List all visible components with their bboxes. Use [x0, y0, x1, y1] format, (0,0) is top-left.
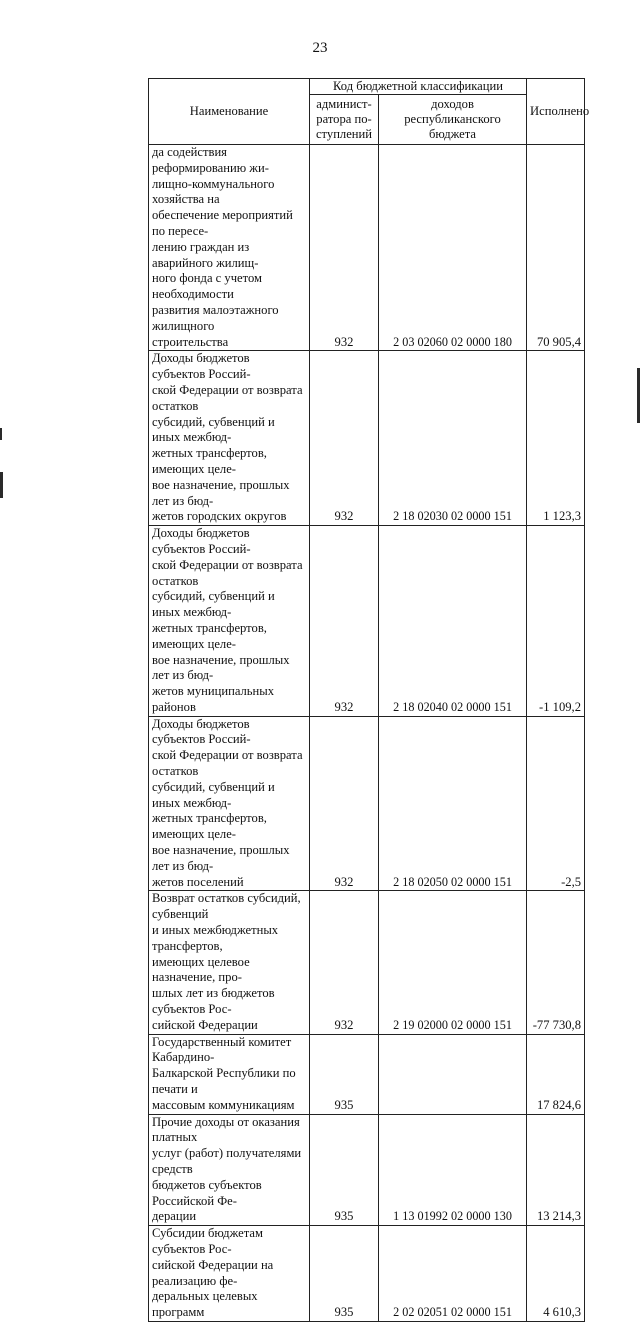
row-income-code: 2 02 02051 02 0000 151 — [379, 1226, 527, 1322]
header-name: Наименование — [149, 79, 310, 145]
table-row — [149, 1114, 585, 1226]
row-executed: 17 824,6 — [527, 1034, 585, 1114]
row-income-code: 2 03 02060 02 0000 180 — [379, 145, 527, 351]
header-income-line: республиканского — [404, 112, 501, 126]
row-name-line: Балкарской Республики по печати и — [152, 1066, 296, 1097]
header-income — [379, 95, 527, 145]
row-name — [149, 1034, 310, 1114]
row-name-line: Доходы бюджетов субъектов Россий- — [152, 716, 251, 747]
row-executed: 4 610,3 — [527, 1226, 585, 1322]
row-name-line: лищно-коммунального хозяйства на — [152, 176, 275, 207]
row-name-line: да содействия реформированию жи- — [152, 145, 269, 175]
row-name — [149, 351, 310, 526]
table-row — [149, 891, 585, 1034]
row-income-code — [379, 1034, 527, 1114]
row-name-line: вое назначение, прошлых лет из бюд- — [152, 652, 290, 683]
row-name — [149, 1114, 310, 1226]
row-name-line: строительства — [152, 334, 229, 349]
row-name-line: субсидий, субвенций и иных межбюд- — [152, 414, 275, 445]
table-row — [149, 1226, 585, 1322]
row-name-line: Возврат остатков субсидий, субвенций — [152, 891, 301, 922]
row-name-line: Субсидии бюджетам субъектов Рос- — [152, 1226, 263, 1256]
row-name-line: вое назначение, прошлых лет из бюд- — [152, 477, 290, 508]
header-code-group: Код бюджетной классификации — [310, 79, 527, 95]
table-row — [149, 145, 585, 351]
table-row — [149, 526, 585, 717]
row-name-line: субсидий, субвенций и иных межбюд- — [152, 589, 275, 620]
row-name-line: жетов поселений — [152, 874, 244, 889]
row-name-line: ской Федерации от возврата остатков — [152, 382, 303, 413]
row-executed: -2,5 — [527, 716, 585, 891]
row-name-line: Государственный комитет Кабардино- — [152, 1034, 292, 1065]
row-name-line: сийской Федерации на реализацию фе- — [152, 1257, 274, 1288]
header-executed: Исполнено — [527, 79, 585, 145]
row-executed: -1 109,2 — [527, 526, 585, 717]
row-admin-code: 932 — [310, 891, 379, 1034]
table-body — [149, 145, 585, 1322]
row-name-line: обеспечение мероприятий по пересе- — [152, 208, 293, 238]
row-name-line: деральных целевых программ — [152, 1289, 258, 1320]
row-name-line: массовым коммуникациям — [152, 1097, 295, 1112]
page-number: 23 — [312, 40, 328, 56]
row-name-line: лению граждан из аварийного жилищ- — [152, 239, 259, 270]
scan-edge-mark — [0, 428, 2, 440]
row-name-line: жетных трансфертов, имеющих целе- — [152, 811, 267, 842]
row-name-line: и иных межбюджетных трансфертов, — [152, 923, 279, 953]
row-name-line: жетных трансфертов, имеющих целе- — [152, 620, 267, 651]
table-row — [149, 716, 585, 891]
row-name-line: вое назначение, прошлых лет из бюд- — [152, 843, 290, 873]
row-admin-code: 935 — [310, 1226, 379, 1322]
row-name-line: ской Федерации от возврата остатков — [152, 557, 303, 588]
row-admin-code: 932 — [310, 145, 379, 351]
row-name-line: шлых лет из бюджетов субъектов Рос- — [152, 986, 275, 1017]
row-name — [149, 716, 310, 891]
row-income-code: 1 13 01992 02 0000 130 — [379, 1114, 527, 1226]
row-name-line: Доходы бюджетов субъектов Россий- — [152, 351, 251, 382]
row-name-line: субсидий, субвенций и иных межбюд- — [152, 779, 275, 810]
row-admin-code: 932 — [310, 351, 379, 526]
header-admin-line: админист- — [316, 97, 372, 111]
row-name-line: Прочие доходы от оказания платных — [152, 1114, 300, 1145]
row-name-line: Доходы бюджетов субъектов Россий- — [152, 526, 251, 556]
row-name — [149, 1226, 310, 1322]
row-name-line: жетов городских округов — [152, 509, 287, 524]
row-admin-code: 932 — [310, 716, 379, 891]
header-admin-line: ратора по- — [316, 112, 372, 126]
row-executed: -77 730,8 — [527, 891, 585, 1034]
row-name-line: услуг (работ) получателями средств — [152, 1146, 302, 1176]
row-income-code: 2 18 02050 02 0000 151 — [379, 716, 527, 891]
row-income-code: 2 18 02030 02 0000 151 — [379, 351, 527, 526]
row-executed: 13 214,3 — [527, 1114, 585, 1226]
table-row — [149, 1034, 585, 1114]
row-name-line: имеющих целевое назначение, про- — [152, 954, 250, 985]
table-header — [149, 79, 590, 145]
row-executed: 1 123,3 — [527, 351, 585, 526]
row-name-line: жетов муниципальных районов — [152, 684, 275, 714]
row-name-line: ской Федерации от возврата остатков — [152, 748, 303, 779]
row-admin-code: 935 — [310, 1114, 379, 1226]
row-name-line: ного фонда с учетом необходимости — [152, 271, 262, 302]
row-name — [149, 526, 310, 717]
row-name-line: дерации — [152, 1209, 197, 1224]
budget-table — [148, 78, 590, 1322]
row-name — [149, 145, 310, 351]
row-name — [149, 891, 310, 1034]
row-name-line: бюджетов субъектов Российской Фе- — [152, 1177, 262, 1208]
header-admin-line: ступлений — [315, 127, 373, 141]
row-executed: 70 905,4 — [527, 145, 585, 351]
header-admin — [310, 95, 379, 145]
row-admin-code: 932 — [310, 526, 379, 717]
row-income-code: 2 18 02040 02 0000 151 — [379, 526, 527, 717]
row-income-code: 2 19 02000 02 0000 151 — [379, 891, 527, 1034]
header-income-line: доходов — [431, 97, 474, 111]
header-income-line: бюджета — [429, 127, 476, 141]
scan-edge-mark — [0, 472, 3, 498]
row-name-line: развития малоэтажного жилищного — [152, 302, 279, 333]
row-name-line: сийской Федерации — [152, 1017, 258, 1032]
table-row — [149, 351, 585, 526]
row-admin-code: 935 — [310, 1034, 379, 1114]
row-name-line: жетных трансфертов, имеющих целе- — [152, 446, 267, 476]
